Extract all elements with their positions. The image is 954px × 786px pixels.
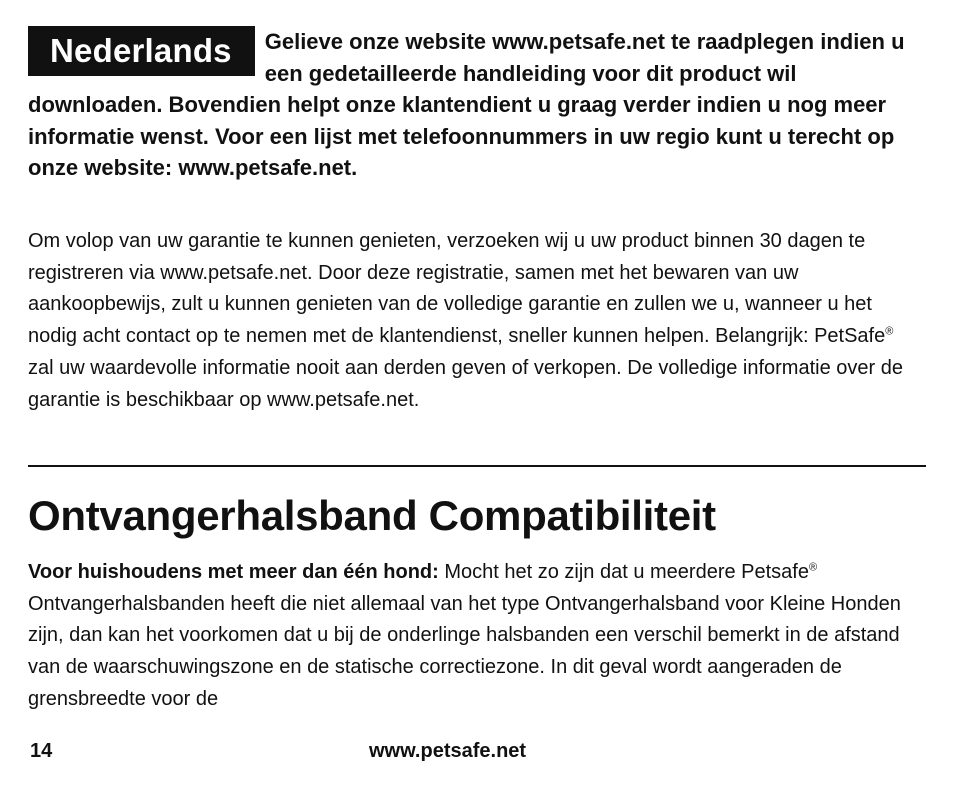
warranty-text-part-1: Om volop van uw garantie te kunnen genieten, verzoeken wij u uw product binnen 30 dagen te registreren via www.petsafe.net. Door deze registratie, samen met het bewaren van uw aankoopbewijs, zult u kunnen genieten van de volledige garantie en zullen we u, wanneer u het nodig acht contact op te nemen met de klantendienst, sneller kunnen helpen. Belangrijk: PetSafe (28, 230, 886, 348)
compatibility-lead: Voor huishoudens met meer dan één hond: (28, 561, 439, 583)
page-number: 14 (30, 740, 53, 762)
warranty-paragraph (28, 226, 908, 416)
registered-mark: ® (885, 325, 894, 338)
section-divider (28, 465, 926, 467)
intro-block (28, 26, 908, 184)
compatibility-text-part-1: Mocht het zo zijn dat u meerdere Petsafe (438, 561, 809, 583)
compatibility-paragraph (28, 557, 918, 716)
footer-url: www.petsafe.net (369, 740, 527, 762)
intro-text: Gelieve onze website www.petsafe.net te raadplegen indien u een gedetailleerde handleiding voor dit product wil downloaden. Bovendien helpt onze klantendient u graag verder indien u nog meer informatie wenst. Voor een lijst met telefoonnummers in uw regio kunt u terecht op onze website: www.petsafe.net. (28, 29, 905, 180)
warranty-text-part-2: zal uw waardevolle informatie nooit aan derden geven of verkopen. De volledige informatie over de garantie is beschikbaar op www.petsafe.net. (28, 356, 903, 411)
language-badge: Nederlands (28, 26, 255, 76)
section-title: Ontvangerhalsband Compatibiliteit (28, 492, 716, 539)
compatibility-text-part-2: Ontvangerhalsbanden heeft die niet allemaal van het type Ontvangerhalsband voor Kleine Honden zijn, dan kan het voorkomen dat u bij de onderlinge halsbanden een verschil bemerkt in de afstand van de waarschuwingszone en de statische correctiezone. In dit geval wordt aangeraden de grensbreedte voor de (28, 592, 901, 710)
registered-mark: ® (808, 561, 818, 574)
